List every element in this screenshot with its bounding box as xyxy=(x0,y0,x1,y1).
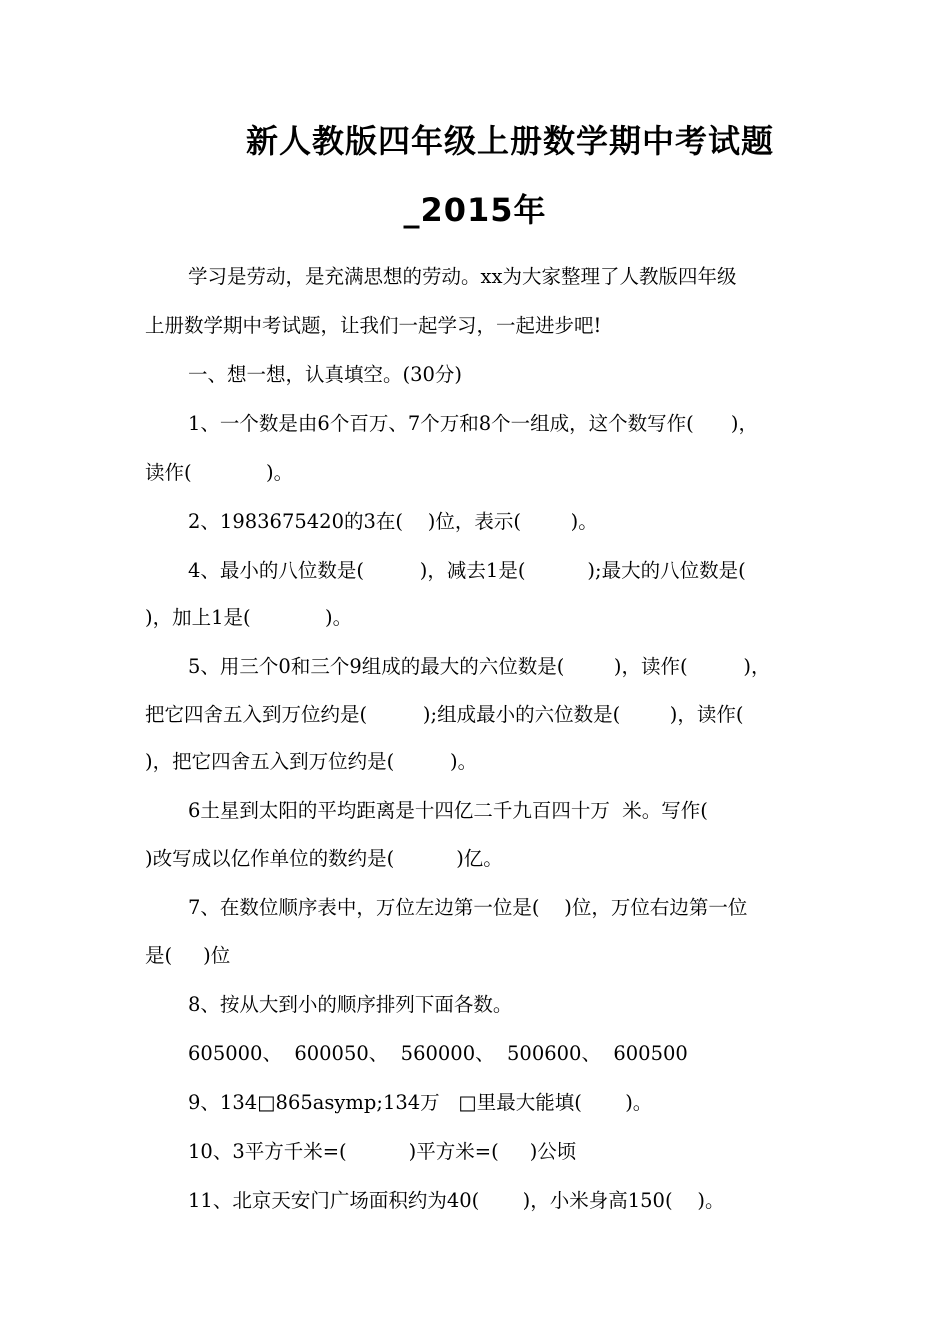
question-7-line-2: 是( )位 xyxy=(145,944,231,967)
question-1-line-2: 读作( )。 xyxy=(145,461,294,484)
section-heading: 一、想一想，认真填空。(30分) xyxy=(188,363,463,386)
question-10: 10、3平方千米=( )平方米=( )公顷 xyxy=(188,1140,577,1163)
question-4-line-1: 4、最小的八位数是( )，减去1是( );最大的八位数是( xyxy=(188,559,746,582)
document-title: 新人教版四年级上册数学期中考试题 xyxy=(245,122,774,160)
question-2: 2、1983675420的3在( )位，表示( )。 xyxy=(188,510,598,533)
intro-line-2: 上册数学期中考试题，让我们一起学习，一起进步吧! xyxy=(145,314,602,337)
question-9: 9、134□865asymp;134万 □里最大能填( )。 xyxy=(188,1091,653,1114)
question-4-line-2: )，加上1是( )。 xyxy=(145,606,353,629)
question-7-line-1: 7、在数位顺序表中，万位左边第一位是( )位，万位右边第一位 xyxy=(188,896,748,919)
question-5-line-3: )，把它四舍五入到万位约是( )。 xyxy=(145,750,478,773)
question-8-numbers: 605000、 600050、 560000、 500600、 600500 xyxy=(188,1042,688,1065)
question-5-line-2: 把它四舍五入到万位约是( );组成最小的六位数是( )，读作( xyxy=(145,703,744,726)
document-title-year: _2015年 xyxy=(403,191,547,229)
question-6-line-2: )改写成以亿作单位的数约是( )亿。 xyxy=(145,847,503,870)
question-5-line-1: 5、用三个0和三个9组成的最大的六位数是( )，读作( )， xyxy=(188,655,771,678)
question-11: 11、北京天安门广场面积约为40( )，小米身高150( )。 xyxy=(188,1189,725,1212)
question-6-line-1: 6土星到太阳的平均距离是十四亿二千九百四十万 米。写作( xyxy=(188,799,708,822)
intro-line-1: 学习是劳动，是充满思想的劳动。xx为大家整理了人教版四年级 xyxy=(188,265,737,288)
question-1-line-1: 1、一个数是由6个百万、7个万和8个一组成，这个数写作( )， xyxy=(188,412,759,435)
question-8: 8、按从大到小的顺序排列下面各数。 xyxy=(188,993,513,1016)
